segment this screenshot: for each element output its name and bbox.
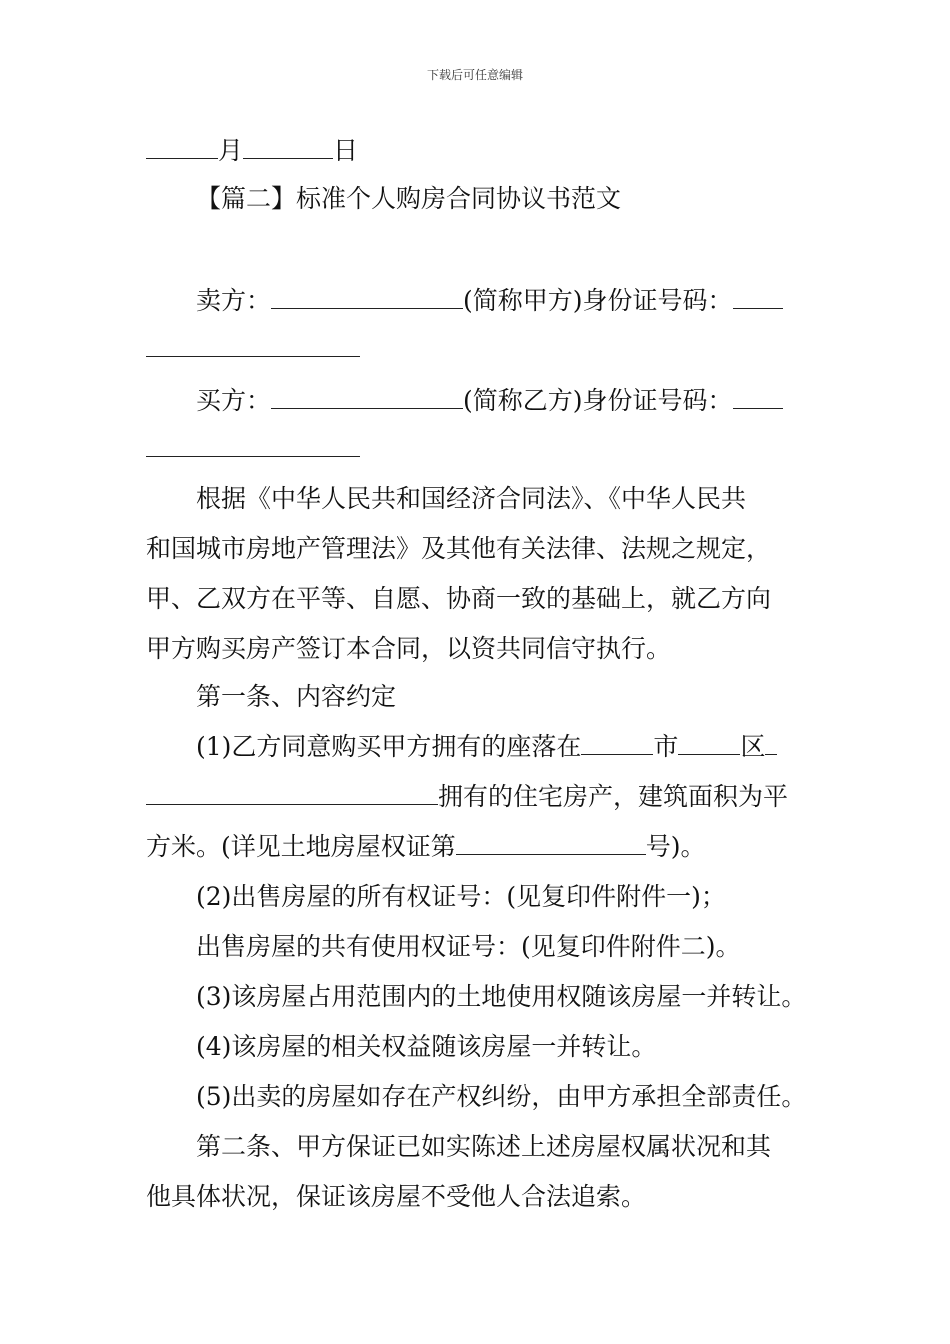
address-blank (765, 732, 777, 755)
city-label: 市 (653, 732, 679, 761)
seller-id-blank-cont (146, 334, 360, 357)
section-title: 【篇二】标准个人购房合同协议书范文 (196, 184, 622, 213)
paragraph-line: 和国城市房地产管理法》及其他有关法律、法规之规定， (146, 534, 772, 563)
day-label: 日 (333, 136, 359, 165)
item-1-text-4: 号)。 (645, 832, 706, 861)
buyer-label: 买方： (196, 386, 272, 415)
district-blank (678, 732, 740, 755)
paragraph-line: 根据《中华人民共和国经济合同法》、《中华人民共 (196, 484, 747, 513)
article-2-line: 第二条、甲方保证已如实陈述上述房屋权属状况和其 (196, 1132, 772, 1161)
buyer-line (196, 386, 783, 416)
paragraph-line: 甲、乙双方在平等、自愿、协商一致的基础上，就乙方向 (146, 584, 772, 613)
buyer-id-blank-cont (146, 434, 360, 457)
seller-line (196, 286, 783, 316)
seller-label: 卖方： (196, 286, 272, 315)
item-1-line-3 (146, 832, 706, 862)
item-1-text-3: 方米。(详见土地房屋权证第 (146, 832, 456, 861)
item-1-line (196, 732, 777, 762)
buyer-id-blank (733, 386, 783, 409)
seller-id-cont (146, 334, 360, 364)
buyer-id-cont (146, 434, 360, 464)
month-label: 月 (218, 136, 244, 165)
article-1-heading: 第一条、内容约定 (196, 682, 397, 711)
seller-name-blank (271, 286, 463, 309)
item-2-line-2: 出售房屋的共有使用权证号：(见复印件附件二)。 (196, 932, 741, 961)
address-blank-cont (146, 782, 438, 805)
seller-id-blank (733, 286, 783, 309)
item-3-line: (3)该房屋占用范围内的土地使用权随该房屋一并转让。 (196, 982, 807, 1011)
certificate-number-blank (456, 832, 646, 855)
buyer-name-blank (271, 386, 463, 409)
blank (146, 136, 218, 159)
city-blank (581, 732, 653, 755)
item-4-line: (4)该房屋的相关权益随该房屋一并转让。 (196, 1032, 657, 1061)
page-header: 下载后可任意编辑 (426, 68, 523, 82)
district-label: 区 (740, 732, 766, 761)
item-1-text: (1)乙方同意购买甲方拥有的座落在 (196, 732, 582, 761)
item-5-line: (5)出卖的房屋如存在产权纠纷，由甲方承担全部责任。 (196, 1082, 807, 1111)
item-2-line: (2)出售房屋的所有权证号：(见复印件附件一)； (196, 882, 726, 911)
buyer-abbr: (简称乙方)身份证号码： (463, 386, 733, 415)
blank (243, 136, 333, 159)
seller-abbr: (简称甲方)身份证号码： (463, 286, 733, 315)
date-line (146, 136, 358, 166)
paragraph-line: 甲方购买房产签订本合同，以资共同信守执行。 (146, 634, 672, 663)
item-1-line-2 (146, 782, 788, 812)
article-2-line-2: 他具体状况，保证该房屋不受他人合法追索。 (146, 1182, 647, 1211)
item-1-text-2: 拥有的住宅房产，建筑面积为平 (438, 782, 789, 811)
